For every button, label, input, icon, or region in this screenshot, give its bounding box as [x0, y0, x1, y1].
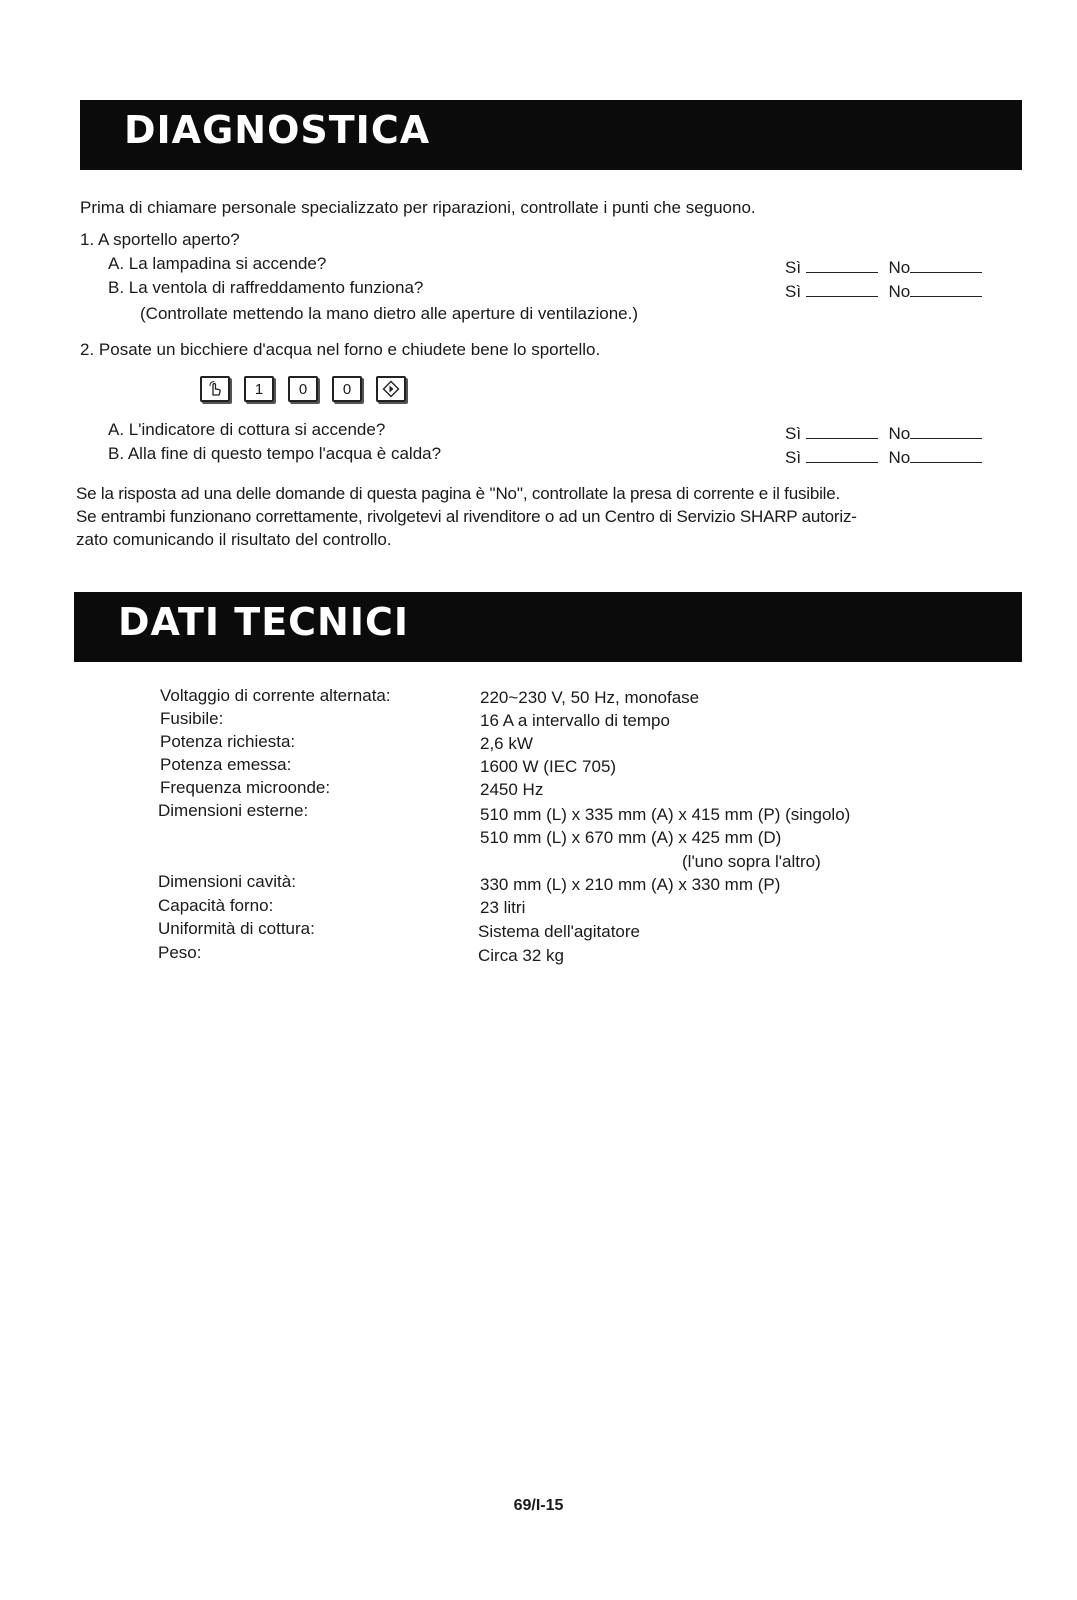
spec-label: Potenza emessa: — [160, 755, 292, 774]
answer-line-1a — [785, 258, 982, 278]
spec-value: 2,6 kW — [480, 734, 533, 753]
yes-blank — [806, 258, 878, 273]
question-2a: A. L'indicatore di cottura si accende? — [108, 420, 386, 439]
spec-label: Dimensioni cavità: — [158, 872, 296, 891]
spec-label: Dimensioni esterne: — [158, 801, 309, 820]
spec-label: Frequenza microonde: — [160, 778, 331, 797]
digit-key: 0 — [288, 376, 318, 402]
spec-label: Capacità forno: — [158, 896, 274, 915]
spec-value: 510 mm (L) x 670 mm (A) x 425 mm (D) — [480, 828, 782, 847]
closing-line-2: Se entrambi funzionano correttamente, rivolgetevi al rivenditore o ad un Centro di Servizio SHARP autoriz- — [76, 507, 857, 526]
spec-value: Circa 32 kg — [478, 946, 564, 965]
no-label: No — [888, 282, 911, 301]
spec-value: 220~230 V, 50 Hz, monofase — [480, 688, 700, 707]
yes-label: Sì — [785, 258, 802, 277]
no-label: No — [888, 448, 911, 467]
section-title: DATI TECNICI — [118, 600, 410, 644]
section-title: DIAGNOSTICA — [124, 108, 431, 152]
spec-label: Fusibile: — [160, 709, 224, 728]
spec-label: Uniformità di cottura: — [158, 919, 315, 938]
spec-label: Peso: — [158, 943, 202, 962]
answer-line-1b — [785, 282, 982, 302]
question-2b: B. Alla fine di questo tempo l'acqua è calda? — [108, 444, 442, 463]
yes-label: Sì — [785, 448, 802, 467]
spec-label: Voltaggio di corrente alternata: — [160, 686, 391, 705]
spec-value: (l'uno sopra l'altro) — [682, 852, 821, 871]
digit-key: 0 — [332, 376, 362, 402]
spec-value: Sistema dell'agitatore — [478, 922, 640, 941]
spec-value: 23 litri — [480, 898, 526, 917]
start-key — [376, 376, 406, 402]
closing-line-1: Se la risposta ad una delle domande di questa pagina è ''No'', controllate la presa di corrente e il fusibile. — [76, 484, 841, 503]
question-2: 2. Posate un bicchiere d'acqua nel forno e chiudete bene lo sportello. — [80, 340, 601, 359]
spec-value: 330 mm (L) x 210 mm (A) x 330 mm (P) — [480, 875, 781, 894]
question-1b: B. La ventola di raffreddamento funziona? — [108, 278, 424, 297]
spec-value: 16 A a intervallo di tempo — [480, 711, 670, 730]
no-blank — [910, 282, 982, 297]
yes-blank — [806, 448, 878, 463]
answer-line-2a — [785, 424, 982, 444]
section-banner-diagnostica — [80, 100, 1022, 170]
answer-line-2b — [785, 448, 982, 468]
no-blank — [910, 424, 982, 439]
start-diamond-icon — [382, 380, 400, 398]
question-1-note: (Controllate mettendo la mano dietro alle aperture di ventilazione.) — [140, 304, 638, 323]
hand-touch-icon — [206, 380, 224, 398]
spec-value: 2450 Hz — [480, 780, 544, 799]
spec-value: 510 mm (L) x 335 mm (A) x 415 mm (P) (singolo) — [480, 805, 851, 824]
closing-line-3: zato comunicando il risultato del controllo. — [76, 530, 392, 549]
no-label: No — [888, 258, 911, 277]
digit-key: 1 — [244, 376, 274, 402]
no-blank — [910, 258, 982, 273]
spec-label: Potenza richiesta: — [160, 732, 296, 751]
section-banner-dati-tecnici — [74, 592, 1022, 662]
yes-label: Sì — [785, 424, 802, 443]
question-1: 1. A sportello aperto? — [80, 230, 240, 249]
yes-blank — [806, 282, 878, 297]
no-blank — [910, 448, 982, 463]
yes-label: Sì — [785, 282, 802, 301]
power-key — [200, 376, 230, 402]
no-label: No — [888, 424, 911, 443]
key-sequence — [200, 376, 406, 402]
page-number: 69/I-15 — [513, 1497, 564, 1514]
question-1a: A. La lampadina si accende? — [108, 254, 327, 273]
spec-value: 1600 W (IEC 705) — [480, 757, 617, 776]
yes-blank — [806, 424, 878, 439]
intro-text: Prima di chiamare personale specializzato per riparazioni, controllate i punti che seguono. — [80, 198, 756, 217]
